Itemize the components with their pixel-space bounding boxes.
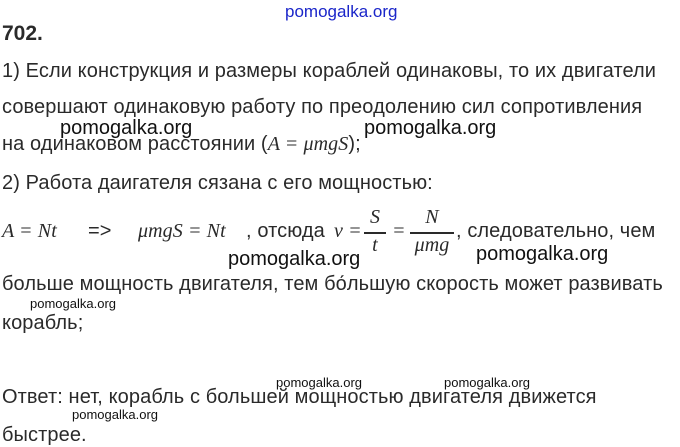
text-line-7: корабль; (2, 312, 84, 334)
fraction-n-over-umg (410, 206, 454, 258)
arrow: => (88, 220, 112, 242)
fraction-denominator-t: t (372, 234, 378, 256)
watermark-2: pomogalka.org (364, 117, 497, 139)
fraction-denominator-umg: μmg (414, 234, 450, 256)
text-line-3-start: на одинаковом расстоянии ( (2, 133, 268, 155)
watermark-top: pomogalka.org (285, 2, 398, 21)
formula-work: A = μmgS (267, 133, 349, 155)
text-line-4: 2) Работа даигателя сязана с его мощностью: (2, 172, 433, 194)
watermark-1: pomogalka.org (60, 117, 193, 139)
problem-number: 702. (2, 22, 43, 45)
fraction-s-over-t (364, 206, 386, 258)
fraction-numerator-s: S (369, 206, 381, 228)
watermark-5: pomogalka.org (30, 296, 116, 311)
text-line-3-end: ); (348, 133, 361, 155)
equals-sign: = (392, 220, 406, 242)
fraction-numerator-n: N (425, 206, 439, 228)
text-line-6: больше мощность двигателя, тем бо́льшую скорость может развивать (2, 273, 663, 295)
watermark-8: pomogalka.org (72, 407, 158, 422)
watermark-6: pomogalka.org (276, 375, 362, 390)
answer-line: Ответ: нет, корабль с большей мощностью двигателя движется (2, 386, 597, 408)
answer-line-2: быстрее. (2, 424, 87, 446)
text-line-2: совершают одинаковую работу по преодолению сил сопротивления (2, 96, 643, 118)
text-line-3 (2, 133, 361, 156)
watermark-7: pomogalka.org (444, 375, 530, 390)
formula-umgs-nt: μmgS = Nt (138, 220, 226, 242)
formula-v: v = (334, 220, 362, 242)
text-line-1: 1) Если конструкция и размеры кораблей одинаковы, то их двигатели (2, 60, 657, 82)
watermark-4: pomogalka.org (476, 243, 609, 265)
text-sledovatelno: , следовательно, чем (456, 220, 656, 242)
text-otsyuda: , отсюда (246, 220, 325, 242)
formula-a-nt: A = Nt (2, 220, 57, 242)
watermark-3: pomogalka.org (228, 248, 361, 270)
